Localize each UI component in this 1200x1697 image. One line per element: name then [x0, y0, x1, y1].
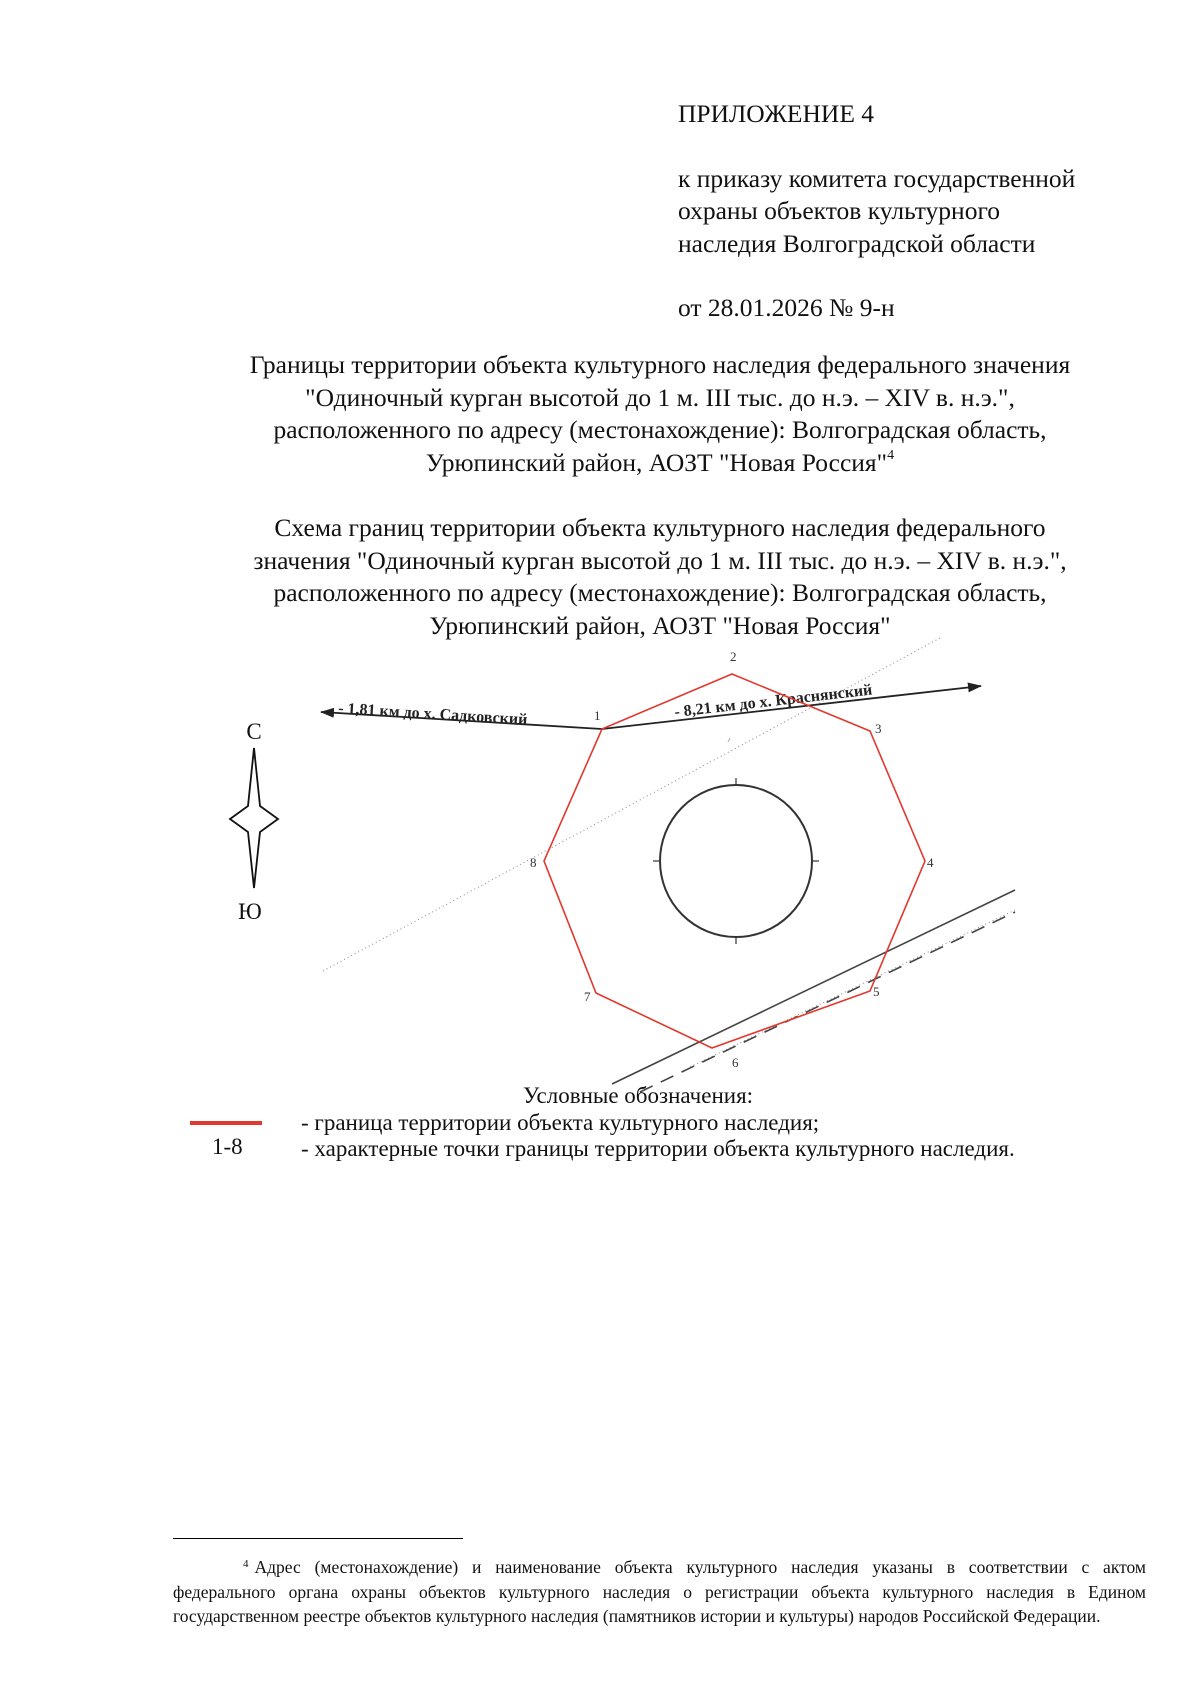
footnote-mark: 4 [243, 1558, 249, 1570]
point-label-6: 6 [732, 1055, 739, 1070]
point-label-1: 1 [594, 708, 601, 723]
appendix-number: ПРИЛОЖЕНИЕ 4 [678, 99, 875, 128]
scheme-title-line: расположенного по адресу (местонахождение): Волгоградская область, [273, 578, 1047, 607]
dotted-guide-line [728, 738, 730, 742]
order-line: наследия Волгоградской области [678, 228, 1036, 258]
legend-boundary-text: - граница территории объекта культурного наследия; [301, 1110, 820, 1135]
scheme-title-line: Схема границ территории объекта культурного наследия федерального [274, 513, 1046, 542]
order-line: охраны объектов культурного [678, 196, 1001, 225]
compass-star-icon [230, 748, 278, 888]
order-line: к приказу комитета государственной [678, 163, 1076, 193]
road-dashed-line [640, 912, 1015, 1092]
legend-points-text: - характерные точки границы территории объекта культурного наследия. [301, 1136, 1015, 1161]
scheme-title-line: значения "Одиночный курган высотой до 1 м. III тыс. до н.э. – XIV в. н.э.", [253, 545, 1067, 575]
footnote-text: Адрес (местонахождение) и наименование объекта культурного наследия указаны в соответствии с актом федерального органа охраны объектов культурного наследия о регистрации объекта культурного наследия в Едином государственном реестре объектов культурного наследия (памятников истории и культуры) народов Российской Федерации. [173, 1557, 1146, 1626]
title-line: "Одиночный курган высотой до 1 м. III тыс. до н.э. – XIV в. н.э.", [305, 382, 1015, 412]
title-line: расположенного по адресу (местонахождение): Волгоградская область, [273, 415, 1047, 444]
legend-title: Условные обозначения: [523, 1083, 754, 1108]
legend-boundary-swatch [190, 1121, 262, 1125]
legend-points-symbol: 1-8 [212, 1134, 243, 1159]
compass-north-label: С [246, 719, 262, 744]
order-date: от 28.01.2026 № 9-н [678, 293, 895, 322]
footnote-reference: 4 [887, 447, 895, 463]
arrow-left-label: - 1,81 км до х. Садковский [337, 700, 528, 729]
point-label-3: 3 [875, 721, 882, 736]
footnote [173, 1555, 1146, 1629]
road-solid-line [612, 890, 1015, 1084]
title-line: Границы территории объекта культурного наследия федерального значения [249, 350, 1071, 379]
dotted-guide-line [690, 910, 1015, 1067]
kurgan-circle [660, 785, 812, 937]
title-line-text: Урюпинский район, АОЗТ "Новая Россия" [425, 447, 888, 477]
point-label-5: 5 [873, 984, 880, 999]
scheme-title-line: Урюпинский район, АОЗТ "Новая Россия" [429, 610, 891, 640]
point-label-2: 2 [730, 649, 737, 664]
point-label-7: 7 [584, 989, 591, 1004]
footnote-divider [173, 1538, 463, 1539]
arrow-right-label: - 8,21 км до х. Краснянский [673, 681, 874, 721]
heritage-boundary-polygon [544, 674, 925, 1048]
point-label-8: 8 [530, 855, 537, 870]
point-label-4: 4 [927, 855, 934, 870]
compass-south-label: Ю [238, 899, 262, 924]
